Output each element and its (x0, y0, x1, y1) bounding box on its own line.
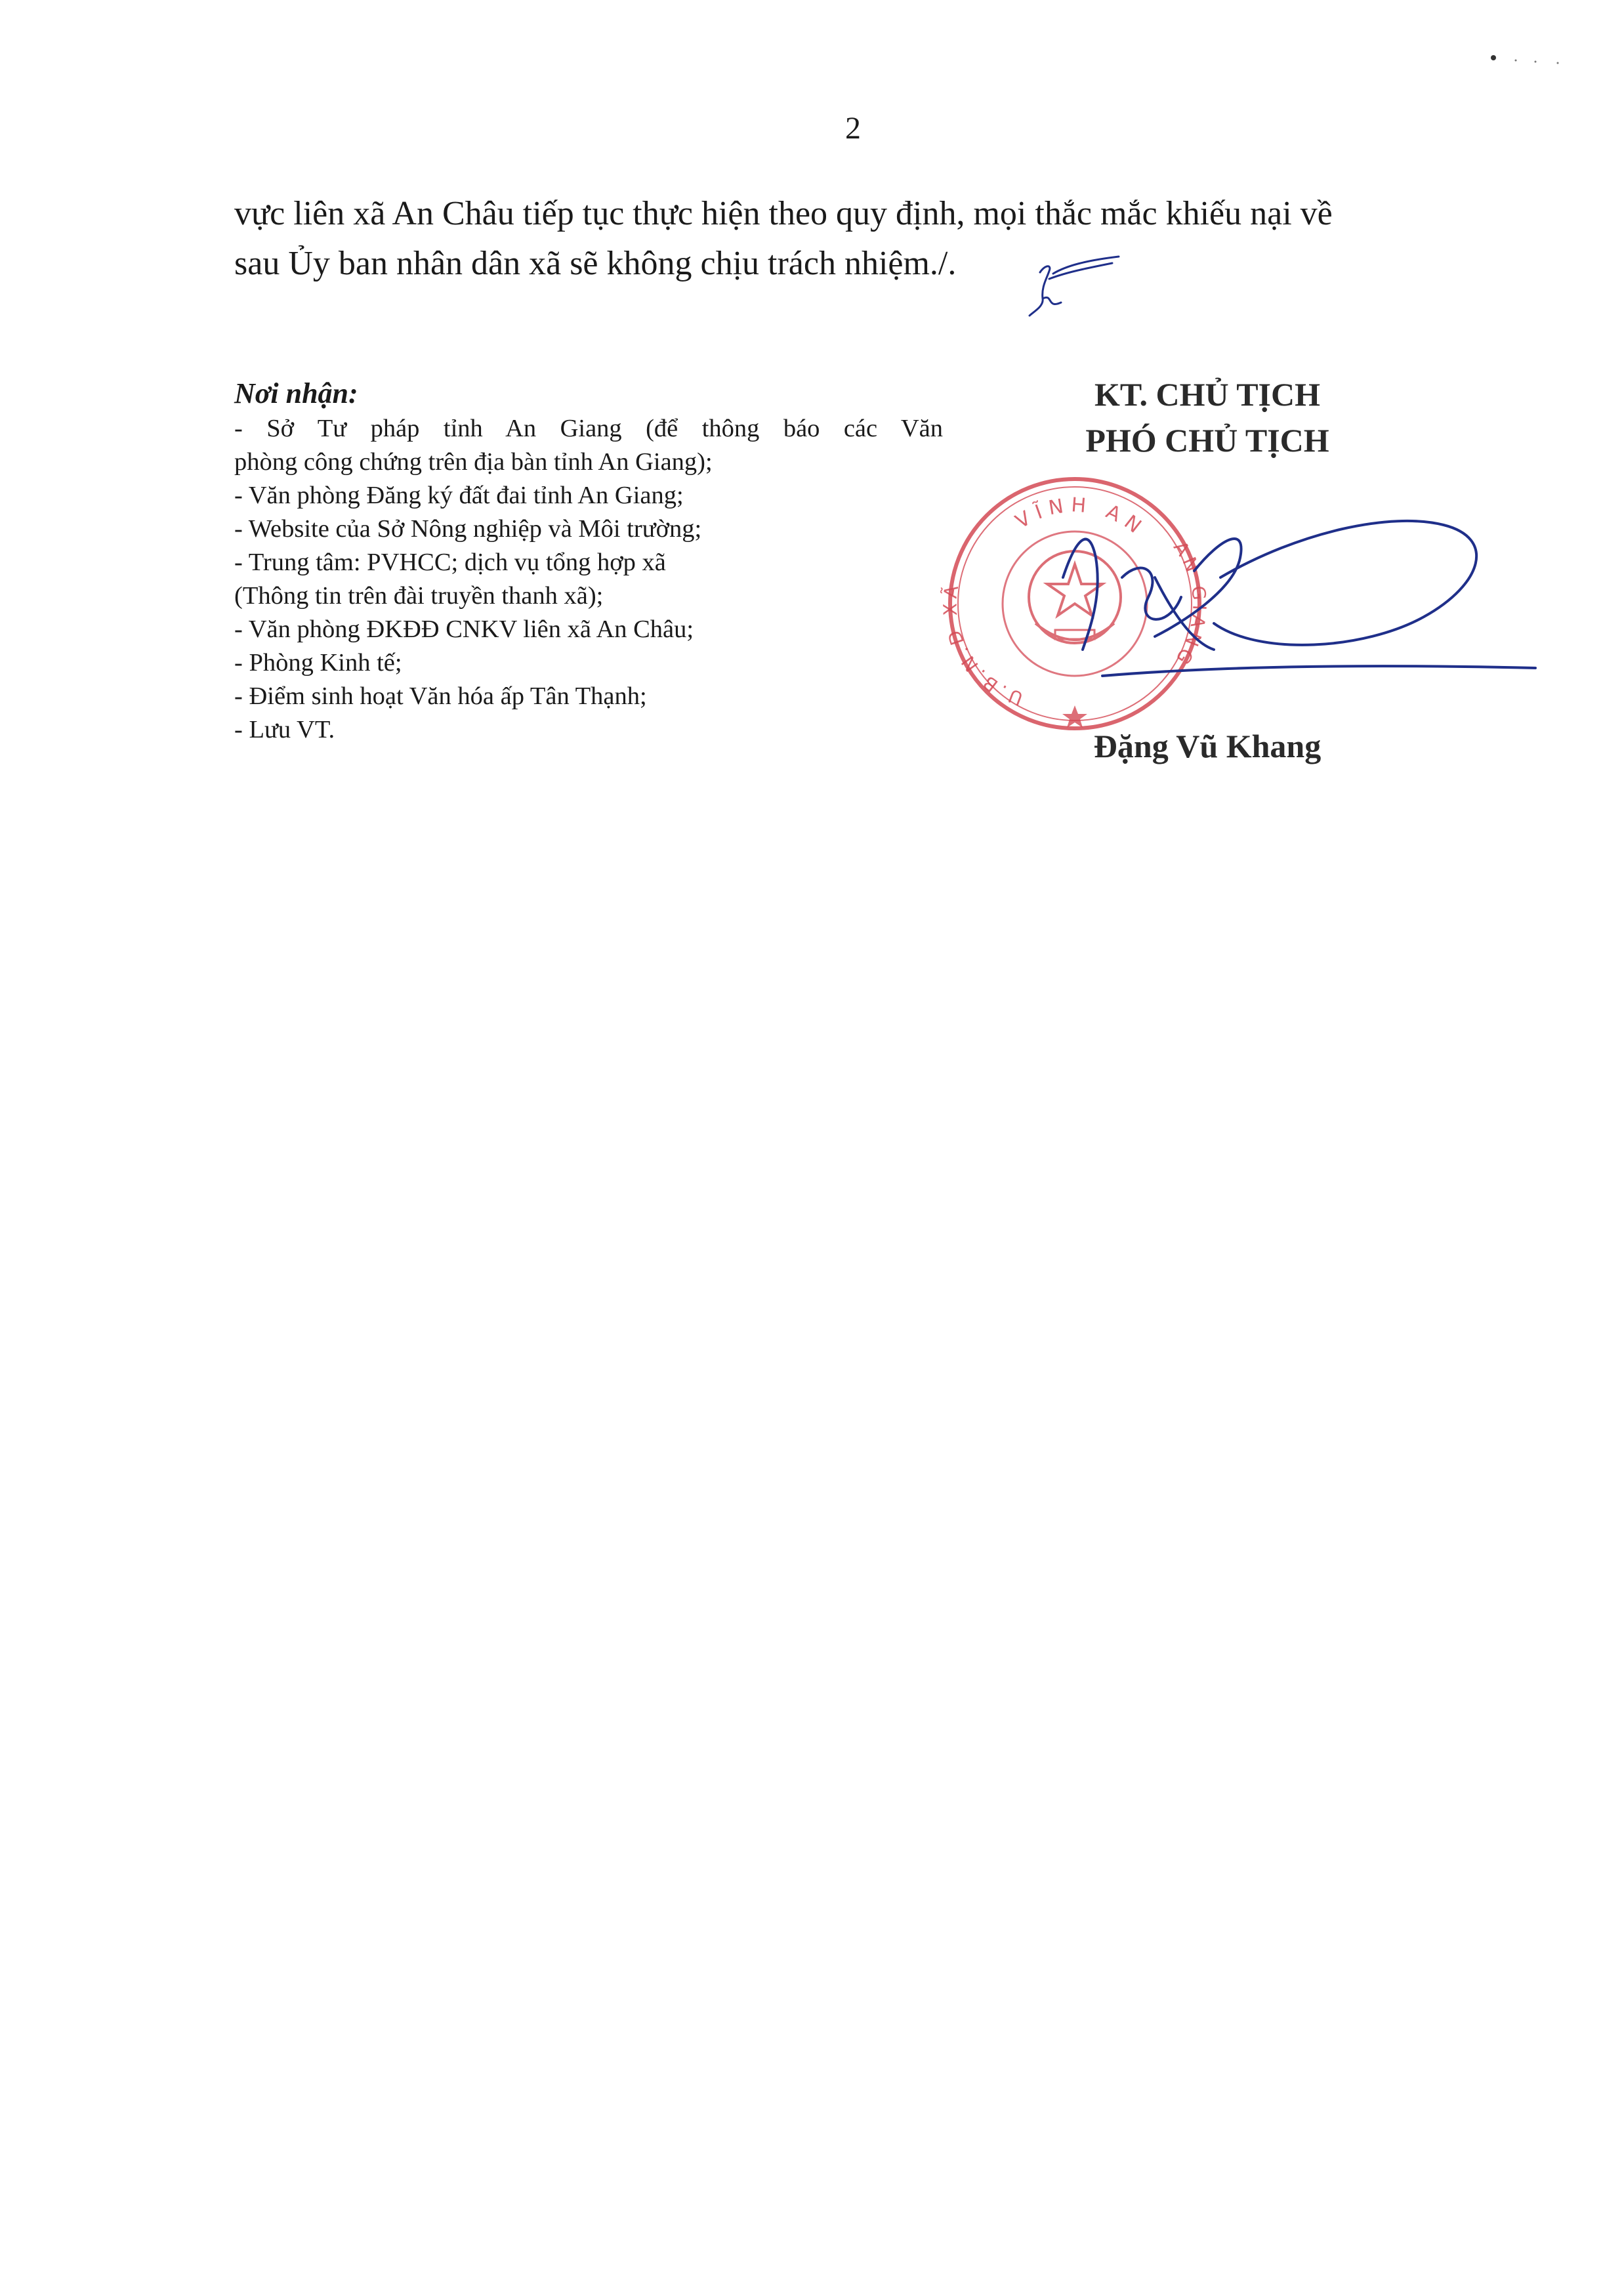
recipient-item: - Điểm sinh hoạt Văn hóa ấp Tân Thạnh; (234, 682, 647, 710)
page-number: 2 (845, 111, 861, 146)
signer-capacity: KT. CHỦ TỊCH (1094, 376, 1321, 413)
svg-text:U.B.N.D XÃ (939, 580, 1026, 709)
recipient-item: - Website của Sở Nông nghiệp và Môi trường; (234, 515, 702, 543)
recipients-heading: Nơi nhận: (234, 377, 358, 409)
body-line-2: sau Ủy ban nhân dân xã sẽ không chịu trách nhiệm./. (234, 245, 957, 282)
recipient-item: - Sở Tư pháp tỉnh An Giang (để thông báo các Văn (234, 415, 943, 442)
recipient-item: (Thông tin trên đài truyền thanh xã); (234, 582, 604, 610)
body-line-1: vực liên xã An Châu tiếp tục thực hiện theo quy định, mọi thắc mắc khiếu nại về (234, 195, 1333, 232)
scan-artifact (1489, 52, 1562, 66)
stamp-text-left: U.B.N.D XÃ (939, 580, 1026, 710)
signature-title-block (1037, 371, 1378, 463)
recipient-item: - Trung tâm: PVHCC; dịch vụ tổng hợp xã (234, 549, 666, 576)
body-paragraph (234, 189, 1481, 289)
stamp-text-top: VĨNH AN (1011, 493, 1151, 542)
initial-mark (1027, 253, 1132, 325)
recipient-item: phòng công chứng trên địa bàn tỉnh An Giang); (234, 448, 713, 476)
signer-position: PHÓ CHỦ TỊCH (1085, 422, 1329, 459)
recipient-item: - Lưu VT. (234, 716, 335, 743)
recipients-section (234, 375, 943, 747)
recipient-item: - Phòng Kinh tế; (234, 649, 402, 677)
stamp-text-right: AN GIANG (1169, 537, 1211, 672)
signer-name: Đặng Vũ Khang (1093, 728, 1322, 764)
recipient-item: - Văn phòng ĐKĐĐ CNKV liên xã An Châu; (234, 615, 694, 643)
recipient-item: - Văn phòng Đăng ký đất đai tỉnh An Giang; (234, 482, 684, 509)
handwritten-signature (1050, 499, 1549, 709)
